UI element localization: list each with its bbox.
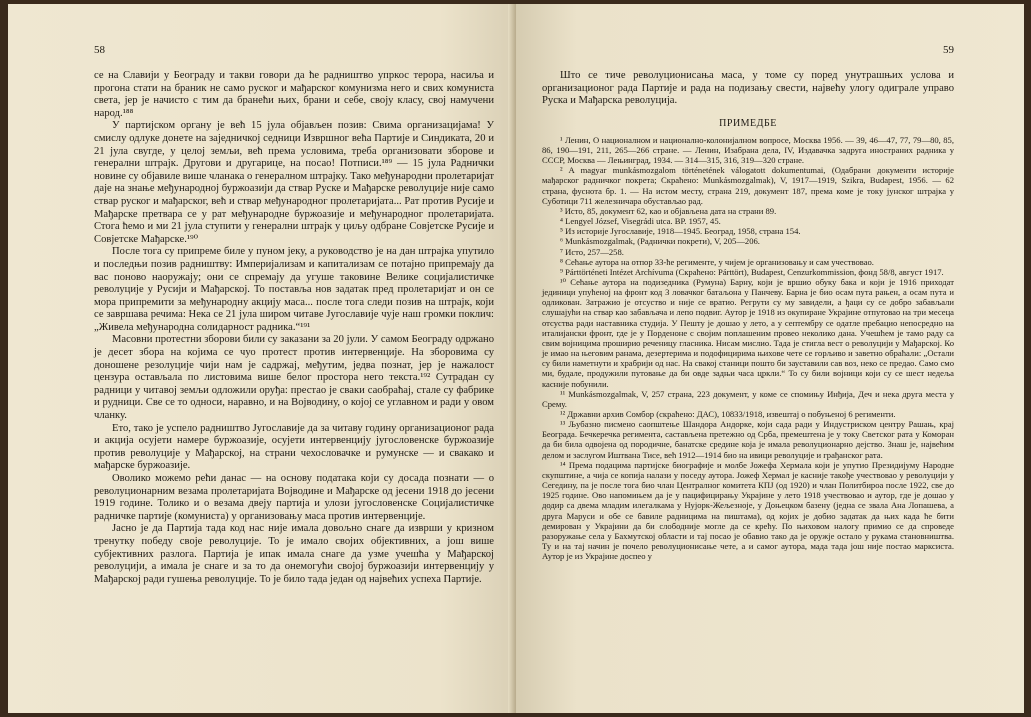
body-paragraph: После тога су припреме биле у пуном јеку, а руководство је на дан штрајка упутило и последњи позив радништву: Империјализам и капитализам се потајно припремају да вас поново наоружају; они се спремају да угуше таковине Велике социјалистичке револуције у Русији и Мађарској. То поставља нов задатак пред пролетаријат и он се мора припремити за међународну акцију маса... после тога следи позив на штрајк, који се завршава речима: Нека се 21 јула широм читаве Југославије чује наш громки поклич: „Живела међународна солидарност радника.“¹⁹¹: [94, 246, 494, 333]
footnote: ⁴ Lengyel József, Visegrádi utca. BP. 1957, 45.: [560, 216, 721, 227]
footnote: ⁷ Исто, 257—258.: [560, 246, 624, 257]
footnote: ¹¹ Munkásmozgalmak, V, 257 страна, 223 документ, у коме се спомињу Инђија, Деч и нека друга места у Срему.: [542, 388, 954, 409]
body-paragraph: У партијском органу је већ 15 јула објављен позив: Свима организацијама! У смислу одлуке донете на заједничкој седници Извршног већа Партије и Синдиката, 20 и 21 јула свугде, у целој земљи, већ према условима, треба организовати зборове и генерални штрајк. Другови и другарице, на посао! Потписи.¹⁸⁹ — 15 јула Раднички новине су објавиле више чланака о генералном штрајку. Тако међународни пролетаријат даје на знање међународној буржоазији да ствар Руске и Мађарске револуције није само ствар руског и мађарског, већ и ствар међународног пролетаријата... Рат против Русије и Мађарске претвара се у рат међународне буржоазије и међународног пролетаријата. Стога ћемо и ми 21 јула ступити у генерални штрајк у циљу одбране Совјетске Русије и Совјетске Мађарске.¹⁹⁰: [94, 120, 494, 245]
footnote: ² A magyar munkásmozgalom történetének válogatott dokumentumai, (Одабрани документи историје мађарског радничког покрета; Скраћено: Munkásmozgalmak), V, 1917—1919, Szikra, Budapest, 1956. — 62 страна, фуснота бр. 1. — На истом месту, страна 219, документ 187, према коме је току јунског штрајка у Суботици 711 железничара обустављао рад.: [542, 165, 954, 206]
body-paragraph: Оволико можемо рећи данас — на основу података који су досада познати — о револуционарним везама пролетаријата Војводине и Мађарске од јесени 1918 до јесени 1919 године. Толико и о везама двеју партија и улози југословенске Социјалистичке радничке партије (комуниста) у организовању маса против интервенције.: [94, 473, 494, 522]
footnote: ⁵ Из историје Југославије, 1918—1945. Београд, 1958, страна 154.: [560, 226, 801, 237]
footnote: ¹ Ленин, О националном и национално-колонијалном вопросе, Москва 1956. — 39, 46—47, 77, 79—80, 85, 86, 190—191, 211, 265—266 стране. — Ленин, Изабрана дела, IV, Издавачка задруга иностраних радника у СССР, Москва — Лењинград, 1934. — 314—315, 316, 319—320 стране.: [542, 134, 954, 166]
body-paragraph: Што се тиче револуционисања маса, у томе су поред унутрашњих услова и организационог рада Партије и рада на подизању свести, највећу улогу одиграле управо Руска и Мађарска револуција.: [542, 70, 954, 107]
footnote: ¹² Државни архив Сомбор (скраћено: ДАС), 10833/1918, извештај о побуњеној 6 регименти.: [560, 409, 896, 419]
footnote: ¹⁴ Према подацима партијске биографије и молбе Јожефа Хермала који је упутио Президијуму Народне скупштине, а чија се копија налази у поседу аутора. Јожеф Хермал је касније такође учествовао у револуцији у Сегедину, па је после тога био члан Централног комитета КПЈ (од 1920) и члан Политбироа после 1922, све до 1925 године. Ово напомињем да је у пацифицирању Украјине у лето 1918 учествовао и аутор, где је дошао у додир са двема младим илегалкама у Нујорк-Жељезноје, у Доњецком базену (једна се звала Ана Лопашева, а друга Маруси и обе се бавиле радницима на пиштама), од којих је добио задатак да њих када ће бити демирован у Украјини да би слободније могле да се крећу. По њиховом налогу примио се да спроведе разоружање села у Бахмутској области и тај посао је обавио тако да је оружје остало у рукама становништва. Ту и на тај начин је почело револуционисање чете, а и самог аутора, мада тада још није постао марксиста. Аутор је из Украјине доспео у: [542, 459, 954, 562]
body-paragraph: Масовни протестни зборови били су заказани за 20 јули. У самом Београду одржано је десет збора на којима се чуо протест против интервенције. На зборовима су доношене резолуције чији нам је садржај, међутим, једва познат, јер је нажалост цензура остављала по листовима више белог простора него текста.¹⁹² Сутрадан су радници у читавој земљи одложили оруђа: престао је сваки саобраћај, стале су фабрике и рудници. Све се то односи, наравно, и на Војводину, о којој се углавном и ради у овом чланку.: [94, 334, 494, 422]
body-paragraph: Јасно је да Партија тада код нас није имала довољно снаге да изврши у кризном тренутку победу своје револуције. То је имало својих објективних, а још више субјективних разлога. Партија је ипак имала снаге да узме учешћа у Мађарској револуцији, а имала је снаге и за то да онемогући својој буржоазији интервенцију у Мађарској ради гушења револуције. То је било тада један од највећих успеха Партије.: [94, 523, 494, 585]
footnote: ⁶ Munkásmozgalmak, (Раднички покрети), V, 205—206.: [560, 236, 760, 247]
book-spread: [8, 4, 1024, 713]
left-page: [8, 4, 516, 713]
body-paragraph: Ето, тако је успело радништво Југославије да за читаву годину организационог рада и акција осујети намере буржоазије, осујети интервенцију југословенске буржоазије против револуције у Мађарској, на страни чехословачке и румунске — и свакако и мађарске буржоазије.: [94, 422, 494, 472]
notes-heading: ПРИМЕДБЕ: [719, 117, 777, 129]
page-number-left: 58: [94, 44, 105, 56]
page-number-right: 59: [943, 44, 954, 56]
footnote: ¹³ Љубазно писмено саопштење Шандора Андорке, који сада ради у Индустриском центру Рашањ, крај Београда. Бечкеречка регимента, састављена претежно од Срба, премештена је у току Светског рата у Коморан да би била одвојена од породичне, банатске средине која је имала револуционарно дејство. Знаш је, највећим делом и заслугом Иштвана Тисе, већ 1912—1914 био на ивици револуције и грађанског рата.: [542, 419, 954, 460]
right-page: [516, 4, 1024, 713]
footnote: ⁸ Сећање аутора на отпор 33-ће регименте, у чијем је организовању и сам учествовао.: [560, 256, 874, 267]
footnote: ⁹ Párttörténeti Intézet Archívuma (Скраћено: Párttört), Budapest, Cenzurkommission, фонд 58/8, август 1917.: [560, 266, 944, 277]
footnote: ¹⁰ Сећање аутора на подизедника (Румуна) Барну, који је вршио обуку бака и који је 1916 приходат јединици упућеној на фронт код 3 ловачког батаљона у Панчеву. Барна је био осам пута рањен, а осам пута и одликован. Затражио је отсуство и није се вратио. Регрути су му завидели, а ђаци су се добро забављали слушајући на ствар као забављача и лепо подвиг. Аутор је 1918 из окупиране Украјине отпутовао на три месеца отсуства ради наставника студија. У Пешту је дошао у лето, а у септембру се одатле пребацио непосредно на италијански фронт, где је у Порденоне с својим поплашеним провео неколико дана. Учешћем је тамо раду са свим војницима проширио реченицу гласника. Нисам мислио. Тада је стигла вест о револуцији у Мађарској. Ко је имао на његовим ранама, дезертерима и подофицирима њихове чете се горљиво и заветно обраћали: „Остали су били наметнути и храбрији од нас. На свакој станици пошто би зауставили сав воз, неко се предао. Само смо ми, будале, продужили путовање да би овде задњи часа цркли.“ То су били војници који су се шест недеља касније побунили.: [542, 276, 954, 389]
footnote: ³ Исто, 85, документ 62, као и објављена дата на страни 89.: [560, 205, 777, 216]
body-paragraph: се на Славији у Београду и такви говори да ће радништво упркос терора, насиља и прогона стати на браник не само руског и мађарског комунизма него и свих комуниста света, јер је начисто с тим да бранећи њих, брани и себе, своју класу, свој намучени народ.¹⁸⁸: [94, 70, 494, 119]
